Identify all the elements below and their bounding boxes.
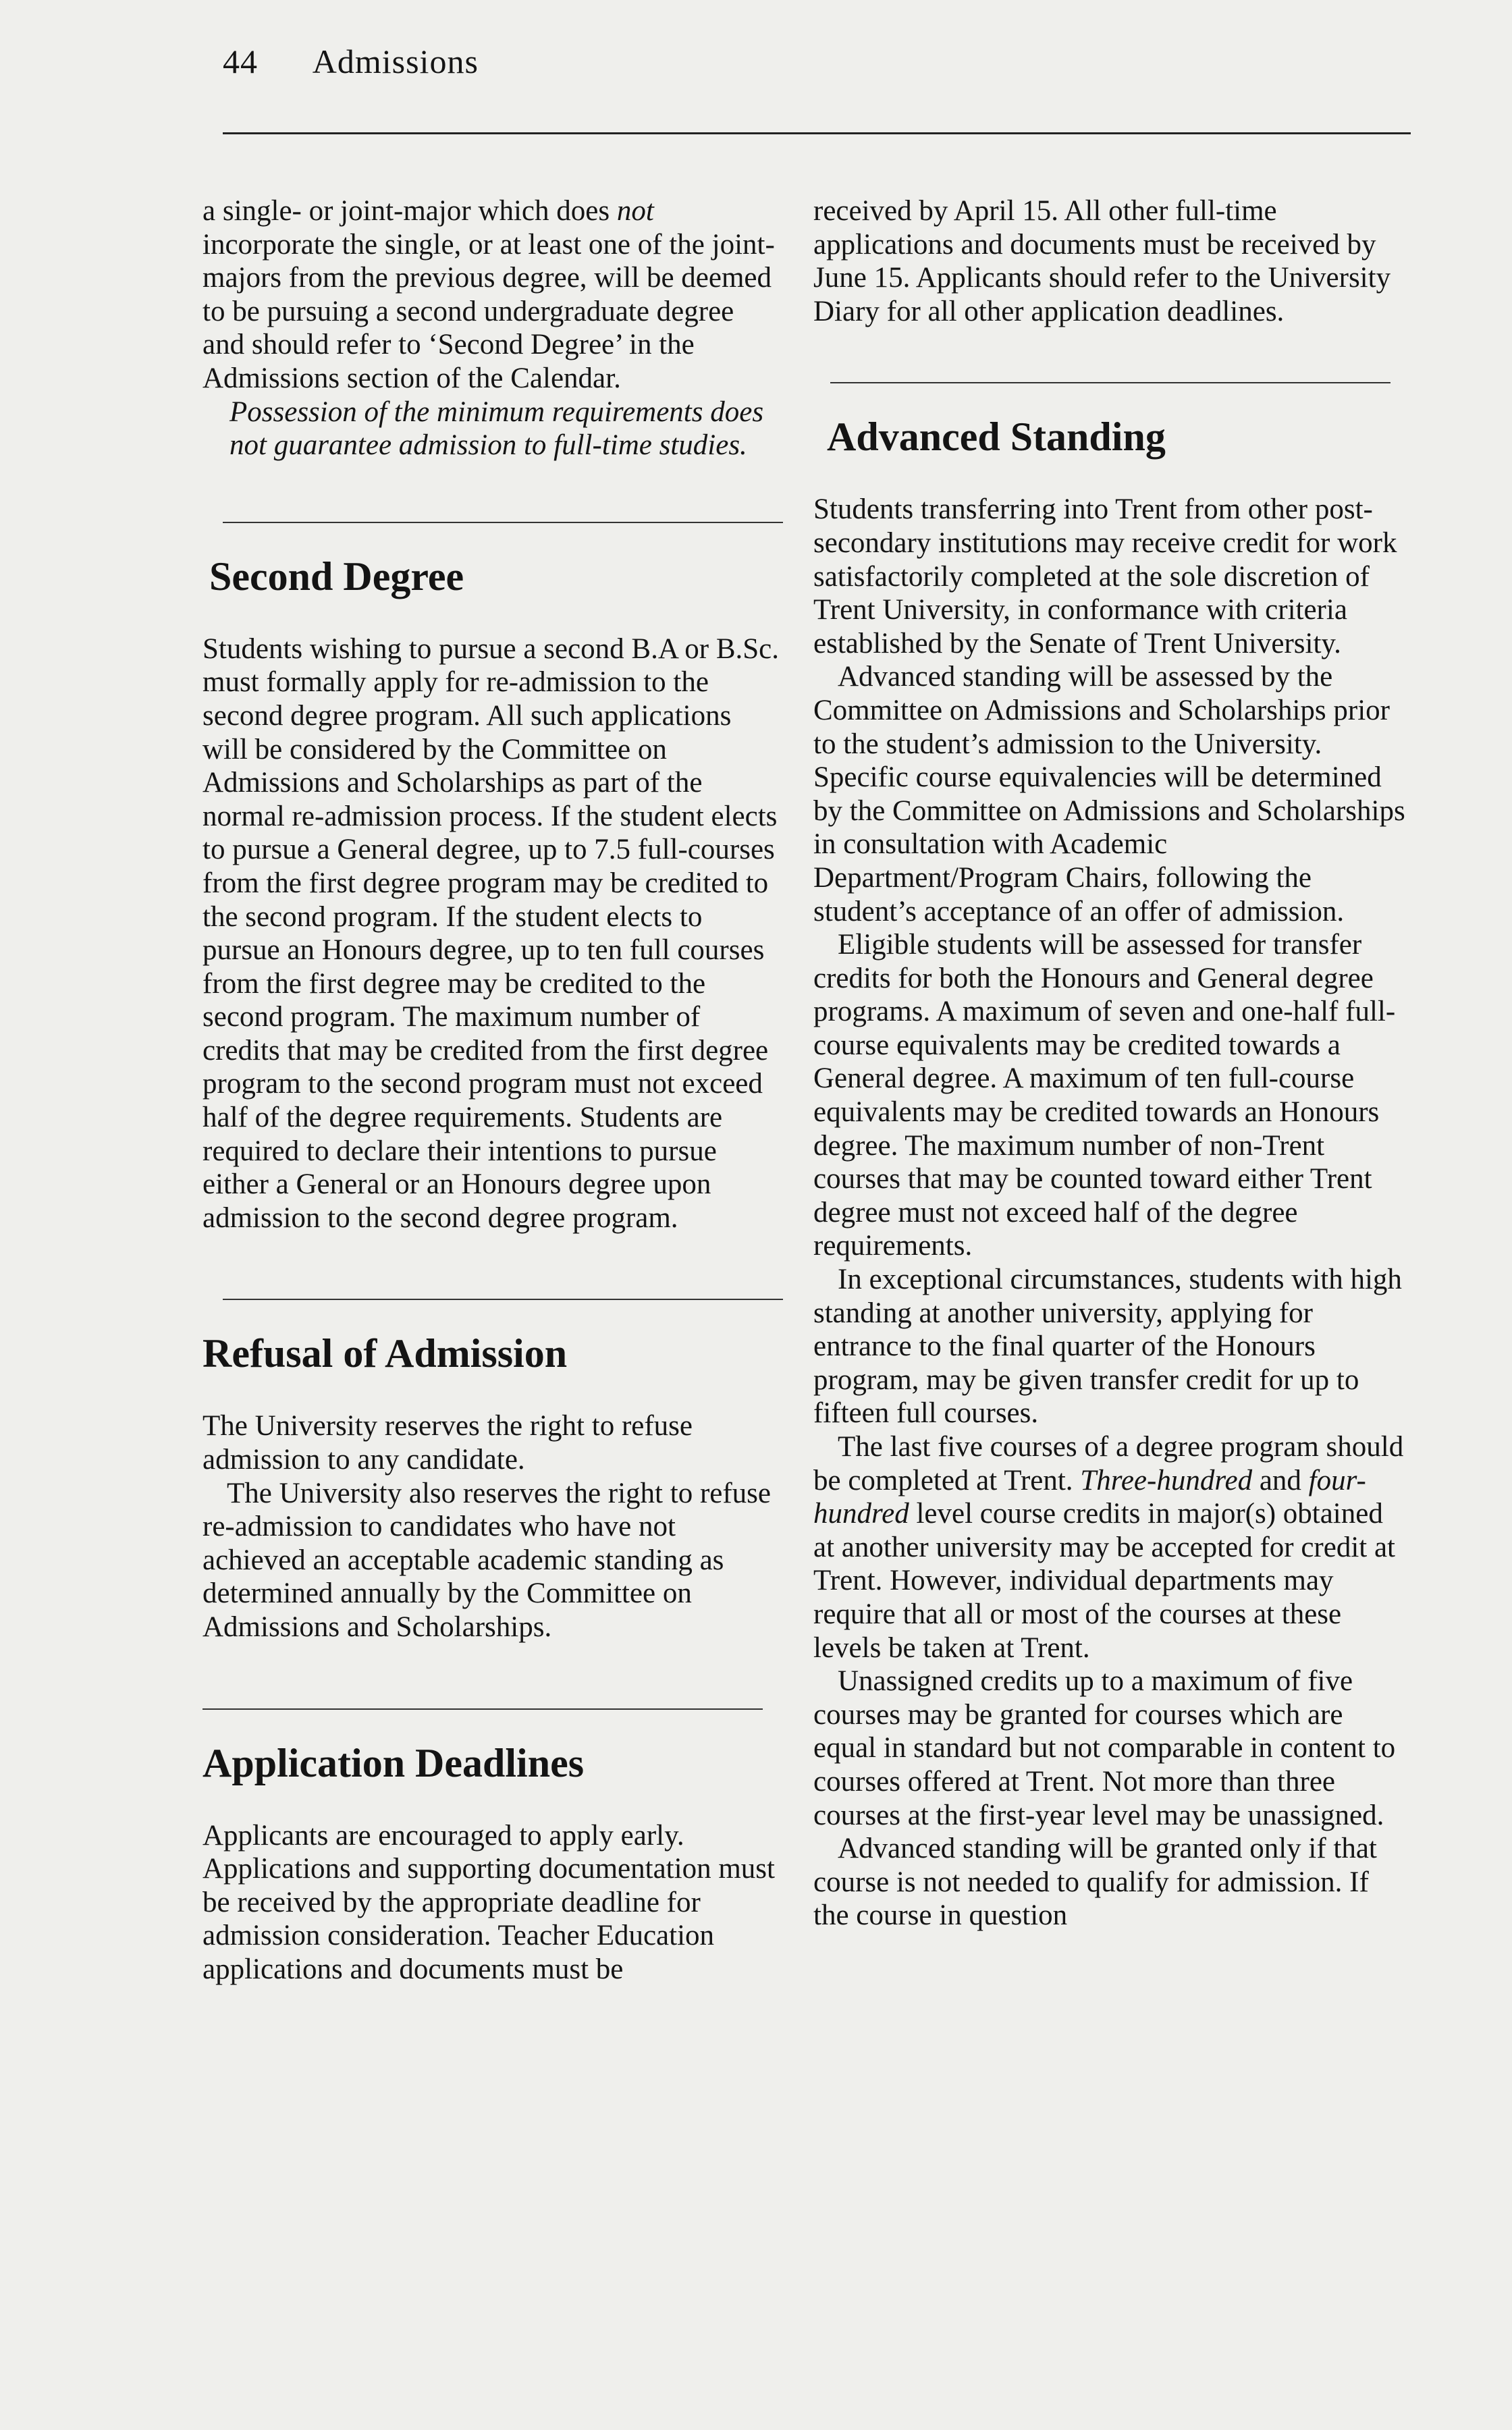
header-section-title: Admissions: [312, 43, 479, 80]
advanced-paragraph-1: Students transferring into Trent from other post-secondary institutions may receive credit for work satisfactorily completed at the sole discretion of Trent University, in conformance with criteria established by the Senate of Trent University.: [813, 493, 1397, 659]
right-column: [813, 194, 1407, 1933]
p5-text-a: The last five courses of a degree program should be completed at Trent.: [813, 1431, 1404, 1496]
heading-advanced-standing: Advanced Standing: [827, 414, 1166, 460]
advanced-paragraph-3: Eligible students will be assessed for transfer credits for both the Honours and General degree programs. A maximum of seven and one-half full-course equivalents may be credited towards a General degree. A maximum of ten full-course equivalents may be credited towards an Honours degree. The maximum number of non-Trent courses that may be counted toward either Trent degree must not exceed half of the degree requirements.: [813, 929, 1396, 1262]
intro-text-start: a single- or joint-major which does: [202, 195, 610, 227]
section-divider: [830, 382, 1390, 383]
running-header: [223, 42, 479, 81]
advanced-paragraph-4: In exceptional circumstances, students with high standing at another university, applying for entrance to the final quarter of the Honours program, may be given transfer credit for up to fifteen full courses.: [813, 1264, 1402, 1430]
section-divider: [223, 1299, 783, 1300]
heading-second-degree: Second Degree: [209, 554, 464, 599]
advanced-paragraph-6: Unassigned credits up to a maximum of five courses may be granted for courses which are equal in standard but not comparable in content to courses offered at Trent. Not more than three courses at the first-year level may be unassigned.: [813, 1665, 1396, 1831]
section-divider: [202, 1708, 763, 1710]
left-column: [202, 194, 783, 1987]
intro-paragraph: [202, 194, 783, 396]
second-degree-paragraph: Students wishing to pursue a second B.A or B.Sc. must formally apply for re-admission to the second degree program. All such applications will be considered by the Committee on Admissions and Scholarships as part of the normal re-admission process. If the student elects to pursue a General degree, up to 7.5 full-courses from the first degree program may be credited to the second program. If the student elects to pursue an Honours degree, up to ten full courses from the first degree may be credited to the second program. The maximum number of credits that may be credited from the first degree program to the second program must not exceed half of the degree requirements. Students are required to declare their intentions to pursue either a General or an Honours degree upon admission to the second degree program.: [202, 632, 779, 1234]
refusal-paragraph-2: The University also reserves the right to refuse re-admission to candidates who have not achieved an acceptable academic standing as determined annually by the Committee on Admissions and Scholarships.: [202, 1477, 771, 1643]
deadlines-paragraph: Applicants are encouraged to apply early. Applications and supporting documentation must be received by the appropriate deadline for admission consideration. Teacher Education applications and documents must be: [202, 1819, 775, 1985]
deadlines-continued-paragraph: received by April 15. All other full-time applications and documents must be received by June 15. Applicants should refer to the University Diary for all other application deadlines.: [813, 195, 1391, 327]
heading-refusal-of-admission: Refusal of Admission: [202, 1331, 568, 1376]
advanced-paragraph-7: Advanced standing will be granted only if that course is not needed to qualify for admission. If the course in question: [813, 1833, 1377, 1932]
intro-note: Possession of the minimum requirements does not guarantee admission to full-time studies.: [230, 396, 764, 462]
page-number: 44: [223, 43, 258, 80]
p5-italic-1: Three-hundred: [1080, 1464, 1253, 1496]
intro-emphasis: not: [616, 195, 654, 227]
heading-application-deadlines: Application Deadlines: [202, 1740, 585, 1785]
advanced-paragraph-2: Advanced standing will be assessed by the Committee on Admissions and Scholarships prior to the student’s admission to the University. Specific course equivalencies will be determined by the Committee on Admissions and Scholarships in consultation with Academic Department/Program Chairs, following the student’s acceptance of an offer of admission.: [813, 661, 1405, 927]
p5-text-c: level course credits in major(s) obtained at another university may be accepted for credit at Trent. However, individual departments may require that all or most of the courses at these levels be taken at Trent.: [813, 1498, 1395, 1664]
refusal-paragraph-1: The University reserves the right to refuse admission to any candidate.: [202, 1410, 693, 1476]
advanced-paragraph-5: [813, 1430, 1407, 1665]
p5-italic-2: four-hundred: [813, 1464, 1366, 1530]
intro-text-rest: incorporate the single, or at least one of the joint-majors from the previous degree, will be deemed to be pursuing a second undergraduate degree and should refer to ‘Second Degree’ in the Admissions section of the Calendar.: [202, 228, 775, 394]
header-rule: [223, 132, 1411, 134]
section-divider: [223, 522, 783, 523]
p5-text-b: and: [1252, 1464, 1309, 1496]
